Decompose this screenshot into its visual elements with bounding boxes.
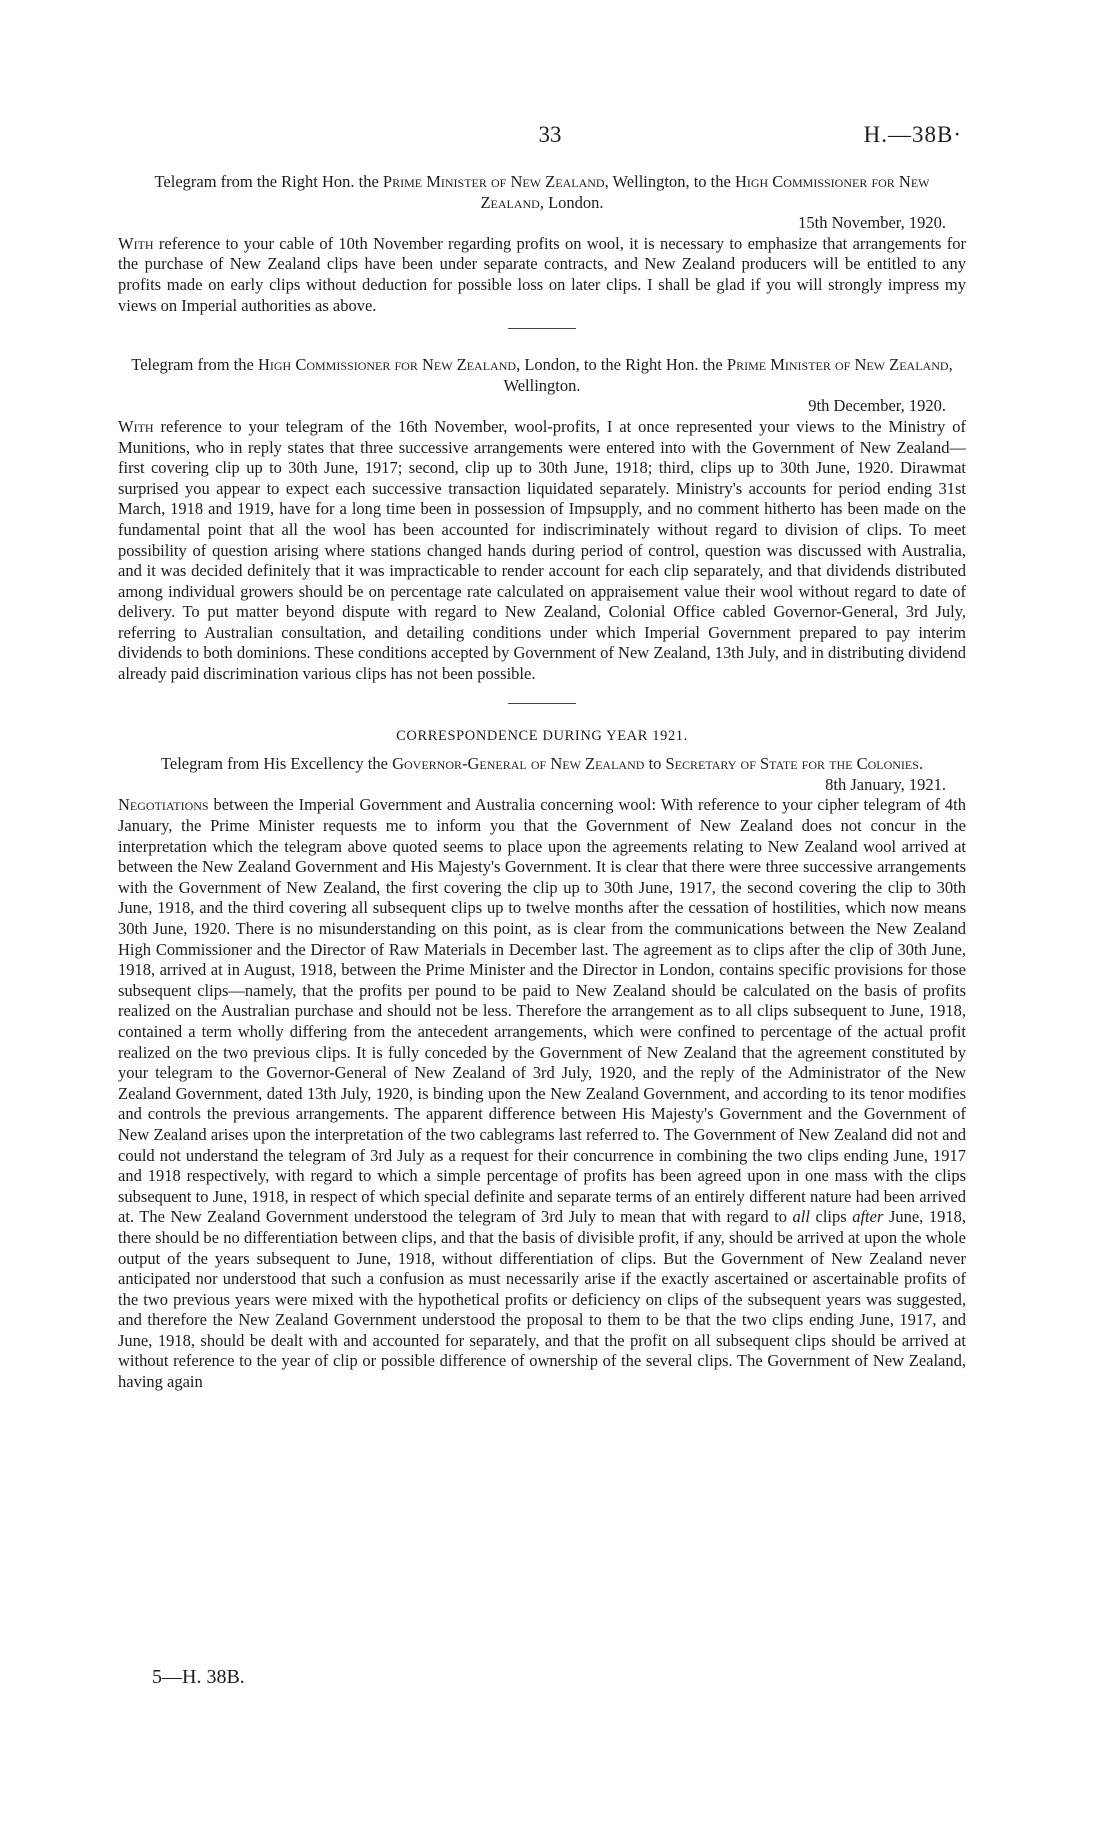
telegram-3-lead: Negotiations [118, 795, 209, 815]
telegram-2-heading-c: , London, to the Right Hon. the [516, 355, 727, 375]
telegram-3-emphasis-after: after [852, 1207, 884, 1227]
telegram-3-text-2: clips [809, 1207, 853, 1227]
telegram-1-body [118, 234, 966, 316]
telegram-3-text-3: June, 1918, there should be no differentiation between clips, and that the basis of divisible profit, if any, should be arrived at upon the whole output of the years subsequent to June, 1918, without differentiation of clips. But the Government of New Zealand never anticipated nor understood that such a confusion as must necessarily arise if the exactly ascertained or ascertainable profits of the two previous years were mixed with the hypothetical profits or deficiency on clips of the subsequent years was suggested, and therefore the New Zealand Government understood the proposal to them to be that the two clips ending June, 1917, and June, 1918, should be dealt with and accounted for separately, and that the profit on all subsequent clips should be arrived at without reference to the year of clip or possible difference of ownership of the several clips. The Government of New Zealand, having again [118, 1207, 966, 1392]
telegram-3-heading [118, 754, 966, 775]
telegram-1-sender: Prime Minister of New Zealand [382, 172, 605, 191]
telegram-1-date: 15th November, 1920. [798, 213, 946, 233]
telegram-1-recipient: High Commissioner for New Zealand [480, 172, 930, 212]
telegram-1-heading-e: , London. [539, 192, 604, 212]
page-number: 33 [538, 122, 562, 147]
telegram-1-lead: With [118, 233, 154, 253]
document-reference: H.—38B· [863, 122, 962, 147]
telegram-3-heading-c: to [644, 754, 666, 774]
telegram-2-text: reference to your telegram of the 16th November, wool-profits, I at once represented your views to the Ministry of Munitions, who in reply states that three successive arrangements were entered into with the Government of New Zealand—first covering clip up to 30th June, 1917; second, clip up to 30th June, 1918; third, clips up to 30th June, 1920. Dirawmat surprised you appear to expect each successive transaction liquidated separately. Ministry's accounts for period ending 31st March, 1918 and 1919, have for a long time been in possession of Impsupply, and no comment hitherto has been made on the fundamental point that all the wool has been accounted for indiscriminately without regard to division of clips. To meet possibility of question arising where stations changed hands during period of control, question was discussed with Australia, and it was decided definitely that it was impracticable to render account for each clip separately, and that dividends distributed among individual growers should be on percentage rate calculated on appraisement value their wool without regard to date of delivery. To put matter beyond dispute with regard to New Zealand, Colonial Office cabled Governor-General, 3rd July, referring to Australian consultation, and detailing conditions under which Imperial Government prepared to pay interim dividends to both dominions. These conditions accepted by Government of New Zealand, 13th July, and in distributing dividend already paid discrimination various clips has not been possible. [118, 416, 967, 684]
telegram-2-heading-a: Telegram from the [131, 355, 258, 375]
telegram-2-body [118, 417, 966, 685]
telegram-2-lead: With [118, 416, 154, 436]
telegram-3-heading-e: . [918, 754, 924, 774]
telegram-1-heading-c: , Wellington, to the [604, 172, 735, 191]
telegram-2-recipient: Prime Minister of New Zealand [726, 355, 949, 375]
sheet-reference: 5—H. 38B. [152, 1666, 245, 1688]
telegram-2-date: 9th December, 1920. [808, 396, 946, 416]
telegram-3-date: 8th January, 1921. [825, 774, 946, 794]
telegram-3-text-1: between the Imperial Government and Australia concerning wool: With reference to your cipher telegram of 4th January, the Prime Minister requests me to inform you that the Government of New Zealand does not concur in the interpretation which the telegram above quoted seems to place upon the agreements relating to New Zealand wool arrived at between the New Zealand Government and His Majesty's Government. It is clear that there were three successive arrangements with the Government of New Zealand, the first covering the clip up to 30th June, 1917, the second covering the clip to 30th June, 1918, and the third covering all subsequent clips up to twelve months after the cessation of hostilities, which now means 30th June, 1920. There is no misunderstanding on this point, as is clear from the communications between the New Zealand High Commissioner and the Director of Raw Materials in December last. The agreement as to clips after the clip of 30th June, 1918, arrived at in August, 1918, between the Prime Minister and the Director in London, contains specific provisions for those subsequent clips—namely, that the profits per pound to be paid to New Zealand should be calculated on the basis of profits realized on the Australian purchase and should not be less. Therefore the arrangement as to all clips subsequent to June, 1918, contained a term wholly differing from the antecedent arrangements, which were confined to percentage of the actual profit realized on the two previous clips. It is fully conceded by the Government of New Zealand that the agreement constituted by your telegram to the Governor-General of New Zealand of 3rd July, 1920, and the reply of the Administrator of the New Zealand Government, dated 13th July, 1920, is binding upon the New Zealand Government, and according to its tenor modifies and controls the previous arrangements. The apparent difference between His Majesty's Government and the Government of New Zealand arises upon the interpretation of the two cablegrams last referred to. The Government of New Zealand did not and could not understand the telegram of 3rd July as a request for their concurrence in combining the two clips ending June, 1917 and 1918 respectively, with regard to which a simple percentage of profits has been agreed upon in one mass with the clips subsequent to June, 1918, in respect of which special definite and separate terms of an entirely different nature had been arrived at. The New Zealand Government understood the telegram of 3rd July to mean that with regard to [118, 795, 966, 1227]
section-divider [508, 328, 576, 329]
telegram-3-emphasis-all: all [792, 1207, 810, 1227]
telegram-2-heading [118, 355, 966, 396]
telegram-3-sender: Governor-General of New Zealand [392, 754, 645, 774]
telegram-1-heading [118, 172, 966, 213]
telegram-1-heading-a: Telegram from the Right Hon. the [154, 172, 383, 191]
page-body [118, 172, 966, 1393]
telegram-3-body [118, 795, 966, 1392]
telegram-3-recipient: Secretary of State for the Colonies [665, 754, 919, 774]
telegram-1-text: reference to your cable of 10th November regarding profits on wool, it is necessary to emphasize that arrangements for the purchase of New Zealand clips have been under separate contracts, and New Zealand producers will be entitled to any profits made on early clips without deduction for possible loss on later clips. I shall be glad if you will strongly impress my views on Imperial authorities as above. [118, 233, 966, 315]
telegram-3-heading-a: Telegram from His Excellency the [160, 754, 393, 774]
telegram-2-heading-e: , Wellington. [503, 355, 953, 395]
section-title: CORRESPONDENCE DURING YEAR 1921. [396, 727, 688, 744]
telegram-2-sender: High Commissioner for New Zealand [257, 355, 517, 375]
section-divider [508, 703, 576, 704]
